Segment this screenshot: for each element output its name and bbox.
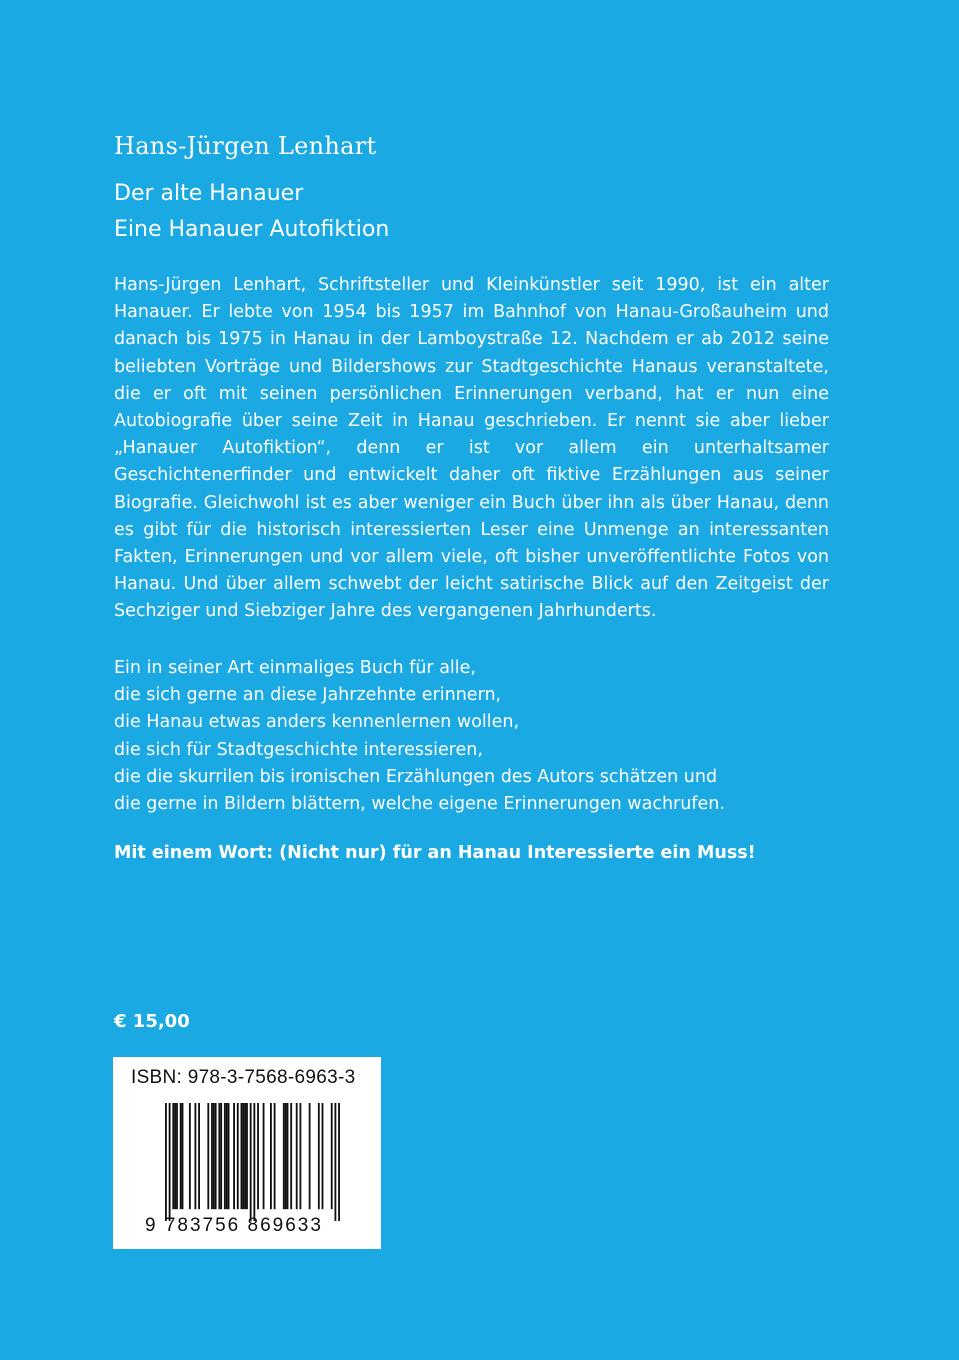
barcode-bar [220, 1103, 222, 1209]
barcode-bar [180, 1103, 182, 1209]
barcode-bar [263, 1103, 265, 1209]
list-item: die gerne in Bildern blättern, welche eigene Erinnerungen wachrufen. [114, 794, 725, 815]
barcode-bar [174, 1103, 176, 1209]
book-title: Der alte Hanauer [114, 181, 304, 206]
barcode-bar [189, 1103, 191, 1209]
barcode-bar [299, 1103, 301, 1209]
book-subtitle: Eine Hanauer Autofiktion [114, 217, 390, 242]
barcode-bar [274, 1103, 276, 1209]
price: € 15,00 [114, 1011, 190, 1032]
barcode-bar [244, 1103, 246, 1209]
barcode-bar [215, 1103, 217, 1209]
barcode-bar [169, 1103, 171, 1221]
barcode-bar [322, 1103, 324, 1209]
list-item: die die skurrilen bis ironischen Erzählungen des Autors schätzen und [114, 766, 718, 787]
barcode-digits: 9 783756 869633 [145, 1215, 323, 1236]
barcode-bar [237, 1103, 239, 1209]
barcode-bar [250, 1103, 252, 1221]
barcode-bar [331, 1103, 333, 1209]
barcode-bar [198, 1103, 200, 1209]
barcode-bar [242, 1103, 244, 1209]
barcode-bar [194, 1103, 196, 1209]
barcode-bar [176, 1103, 178, 1209]
barcode-bar [290, 1103, 292, 1209]
barcode-bar [211, 1103, 213, 1209]
list-item: die Hanau etwas anders kennenlernen wollen, [114, 712, 520, 733]
barcode-bar [241, 1103, 243, 1209]
barcode-bar [207, 1103, 209, 1209]
blurb-paragraph: Hans-Jürgen Lenhart, Schriftsteller und Kleinkünstler seit 1990, ist ein alter Hanauer. Er lebte von 1954 bis 1957 im Bahnhof von Hanau-Großauheim und danach bis 1975 in Hanau in der Lamboystraße 12. Nachdem er ab 2012 seine beliebten Vorträge und Bildershows zur Stadtgeschichte Hanaus veranstaltete, die er oft mit seinen persönlichen Erinnerungen verband, hat er nun eine Autobiografie über seine Zeit in Hanau geschrieben. Er nennt sie aber lieber „Hanauer Autofiktion“, denn er ist vor allem ein unterhaltsamer Geschichtenerfinder und entwickelt daher oft fiktive Erzählungen aus seiner Biografie. Gleichwohl ist es aber weniger ein Buch über ihn als über Hanau, denn es gibt für die historisch interessierten Leser eine Unmenge an interessanten Fakten, Erinnerungen und vor allem viele, oft bisher unveröffentlichte Fotos von Hanau. Und über allem schwebt der leicht satirische Blick auf den Zeitgeist der Sechziger und Siebziger Jahre des vergangenen Jahrhunderts. [114, 275, 829, 622]
barcode-bar [296, 1103, 298, 1209]
barcode-bar [224, 1103, 226, 1209]
barcode-bar [334, 1103, 336, 1221]
list-item: die sich für Stadtgeschichte interessieren, [114, 739, 483, 760]
barcode-bar [283, 1103, 285, 1209]
tagline: Mit einem Wort: (Nicht nur) für an Hanau Interessierte ein Muss! [114, 843, 756, 863]
barcode-bar [226, 1103, 228, 1209]
isbn-label: ISBN: 978-3-7568-6963-3 [131, 1067, 356, 1088]
barcode-bar [253, 1103, 255, 1221]
barcode-bar [182, 1103, 184, 1209]
barcode-bar [213, 1103, 215, 1209]
audience-list [114, 655, 834, 818]
barcode-bar [287, 1103, 289, 1209]
barcode-bar [257, 1103, 259, 1209]
barcode-bar [246, 1103, 248, 1209]
list-item: die sich gerne an diese Jahrzehnte erinnern, [114, 685, 502, 706]
barcode-bar [172, 1103, 174, 1209]
barcode-box [113, 1057, 381, 1249]
barcode-bar [318, 1103, 320, 1209]
barcode-icon [165, 1103, 340, 1221]
author-name: Hans-Jürgen Lenhart [114, 132, 377, 160]
barcode-bar [233, 1103, 235, 1209]
barcode-bar [309, 1103, 311, 1209]
barcode-bar [338, 1103, 340, 1221]
list-item: Ein in seiner Art einmaliges Buch für alle, [114, 658, 476, 678]
barcode-bar [285, 1103, 287, 1209]
barcode-bar [270, 1103, 272, 1209]
barcode-bar [218, 1103, 220, 1209]
barcode-bar [228, 1103, 230, 1209]
barcode-bar [165, 1103, 167, 1221]
